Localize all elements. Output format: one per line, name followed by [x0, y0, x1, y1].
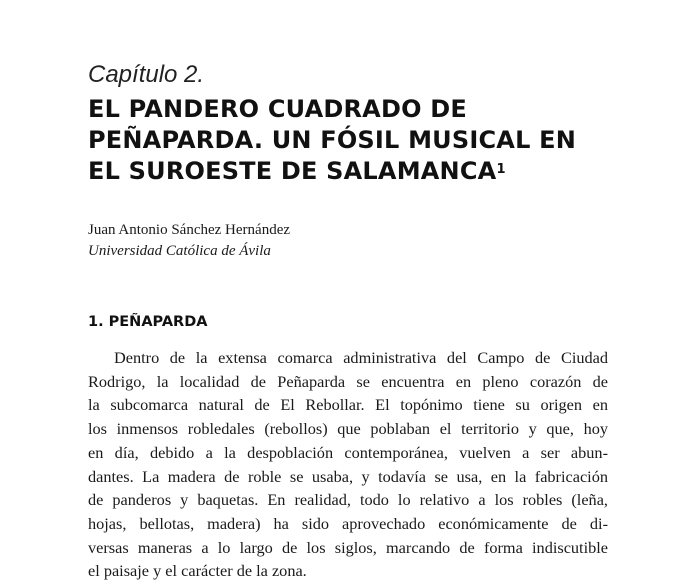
chapter-title: [88, 94, 648, 187]
author-name: Juan Antonio Sánchez Hernández: [88, 222, 291, 238]
paragraph-line: en día, debido a la despoblación contemporánea, vuelven a ser abun-: [88, 442, 608, 462]
author-affiliation: Universidad Católica de Ávila: [88, 243, 271, 259]
paragraph-line: los inmensos robledales (rebollos) que poblaban el territorio y que, hoy: [88, 419, 608, 439]
author-block: [88, 220, 290, 262]
paragraph-line: de panderos y baquetas. En realidad, todo lo relativo a los robles (leña,: [88, 490, 608, 510]
chapter-title-line: EL SUROESTE DE SALAMANCA: [88, 157, 497, 185]
paragraph-line: Rodrigo, la localidad de Peñaparda se encuentra en pleno corazón de: [88, 371, 608, 391]
section-heading: 1. PEÑAPARDA: [88, 314, 208, 330]
paragraph-line: dantes. La madera de roble se usaba, y todavía se usa, en la fabricación: [88, 466, 608, 486]
footnote-marker[interactable]: 1: [496, 162, 506, 177]
chapter-title-line-wrap: [88, 156, 648, 187]
paragraph-line: versas maneras a lo largo de los siglos, marcando de forma indiscutible: [88, 537, 608, 557]
chapter-title-line: EL PANDERO CUADRADO DE: [88, 95, 467, 123]
paragraph-line: hojas, bellotas, madera) ha sido aprovechado económicamente de di-: [88, 513, 608, 533]
body-paragraph: [88, 346, 608, 583]
paragraph-line: Dentro de la extensa comarca administrativa del Campo de Ciudad: [114, 348, 608, 367]
paragraph-line: el paisaje y el carácter de la zona.: [88, 561, 307, 581]
chapter-title-line: PEÑAPARDA. UN FÓSIL MUSICAL EN: [88, 126, 576, 154]
chapter-label: Capítulo 2.: [88, 61, 205, 88]
paragraph-line: la subcomarca natural de El Rebollar. El topónimo tiene su origen en: [88, 395, 608, 415]
